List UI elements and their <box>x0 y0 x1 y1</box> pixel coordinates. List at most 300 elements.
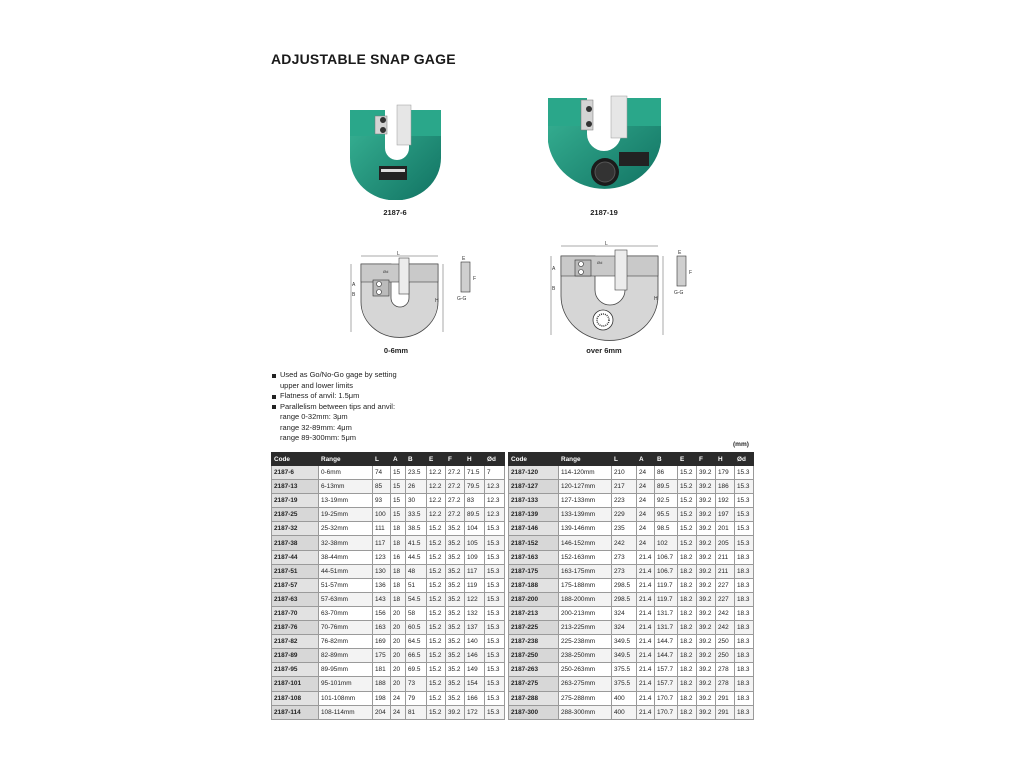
table-cell: 39.2 <box>697 466 716 480</box>
code-cell: 2187-213 <box>509 606 559 620</box>
table-row <box>509 466 754 480</box>
code-cell: 2187-146 <box>509 522 559 536</box>
table-cell: 18.2 <box>678 705 697 719</box>
table-cell: 210 <box>612 466 637 480</box>
table-cell: 39.2 <box>697 606 716 620</box>
table-cell: 15.3 <box>735 466 754 480</box>
table-cell: 146-152mm <box>559 536 612 550</box>
code-cell: 2187-238 <box>509 635 559 649</box>
column-header: A <box>391 453 406 466</box>
table-cell: 15.3 <box>735 494 754 508</box>
table-cell: 35.2 <box>446 691 465 705</box>
table-cell: 82-89mm <box>319 649 373 663</box>
table-cell: 13-19mm <box>319 494 373 508</box>
table-cell: 198 <box>373 691 391 705</box>
dim-label-L: L <box>605 241 608 247</box>
table-cell: 44-51mm <box>319 564 373 578</box>
table-row <box>509 536 754 550</box>
table-cell: 15.3 <box>735 508 754 522</box>
table-cell: 139-146mm <box>559 522 612 536</box>
table-cell: 100 <box>373 508 391 522</box>
table-cell: 39.2 <box>697 564 716 578</box>
table-row <box>509 592 754 606</box>
table-cell: 131.7 <box>655 606 678 620</box>
table-cell: 18 <box>391 578 406 592</box>
table-cell: 108-114mm <box>319 705 373 719</box>
drawing-0-6mm <box>343 250 483 345</box>
table-cell: 15.2 <box>427 691 446 705</box>
table-cell: 12.3 <box>485 494 505 508</box>
table-cell: 273 <box>612 564 637 578</box>
table-cell: 33.5 <box>406 508 427 522</box>
dim-label-A: A <box>552 266 556 272</box>
table-cell: 15.2 <box>678 480 697 494</box>
table-cell: 102 <box>655 536 678 550</box>
code-cell: 2187-200 <box>509 592 559 606</box>
table-row <box>272 536 505 550</box>
page-title: ADJUSTABLE SNAP GAGE <box>271 51 456 67</box>
code-cell: 2187-13 <box>272 480 319 494</box>
table-cell: 6-13mm <box>319 480 373 494</box>
table-cell: 18 <box>391 536 406 550</box>
table-cell: 30 <box>406 494 427 508</box>
table-cell: 15.3 <box>485 522 505 536</box>
table-row <box>272 508 505 522</box>
table-cell: 35.2 <box>446 564 465 578</box>
table-cell: 15.3 <box>485 536 505 550</box>
table-cell: 15.3 <box>485 649 505 663</box>
table-cell: 39.2 <box>697 621 716 635</box>
table-cell: 15.2 <box>427 677 446 691</box>
table-cell: 179 <box>716 466 735 480</box>
table-row <box>509 480 754 494</box>
table-cell: 57-63mm <box>319 592 373 606</box>
table-cell: 225-238mm <box>559 635 612 649</box>
table-cell: 18.2 <box>678 663 697 677</box>
table-cell: 89.5 <box>655 480 678 494</box>
table-row <box>509 550 754 564</box>
table-cell: 18.3 <box>735 635 754 649</box>
table-row <box>509 508 754 522</box>
column-header: F <box>697 453 716 466</box>
table-cell: 15.3 <box>485 606 505 620</box>
table-cell: 119 <box>465 578 485 592</box>
table-cell: 127-133mm <box>559 494 612 508</box>
table-cell: 163 <box>373 621 391 635</box>
column-header: F <box>446 453 465 466</box>
code-cell: 2187-139 <box>509 508 559 522</box>
feature-list <box>271 370 397 444</box>
table-cell: 15.3 <box>735 536 754 550</box>
table-cell: 131.7 <box>655 621 678 635</box>
table-cell: 39.2 <box>697 635 716 649</box>
column-header: H <box>716 453 735 466</box>
table-cell: 39.2 <box>697 536 716 550</box>
code-cell: 2187-76 <box>272 621 319 635</box>
table-cell: 89-95mm <box>319 663 373 677</box>
table-cell: 140 <box>465 635 485 649</box>
table-cell: 211 <box>716 564 735 578</box>
table-cell: 188-200mm <box>559 592 612 606</box>
table-cell: 20 <box>391 663 406 677</box>
table-cell: 15.3 <box>485 592 505 606</box>
table-cell: 26 <box>406 480 427 494</box>
table-cell: 114-120mm <box>559 466 612 480</box>
table-cell: 211 <box>716 550 735 564</box>
table-cell: 39.2 <box>697 578 716 592</box>
table-cell: 15.3 <box>485 564 505 578</box>
column-header: Ød <box>735 453 754 466</box>
table-cell: 144.7 <box>655 649 678 663</box>
table-cell: 111 <box>373 522 391 536</box>
code-cell: 2187-133 <box>509 494 559 508</box>
table-row <box>272 677 505 691</box>
table-cell: 18.2 <box>678 578 697 592</box>
table-row <box>509 635 754 649</box>
table-cell: 20 <box>391 677 406 691</box>
table-cell: 200-213mm <box>559 606 612 620</box>
table-cell: 54.5 <box>406 592 427 606</box>
code-cell: 2187-275 <box>509 677 559 691</box>
table-cell: 48 <box>406 564 427 578</box>
table-cell: 15.2 <box>427 635 446 649</box>
table-cell: 15.3 <box>735 522 754 536</box>
table-cell: 24 <box>637 466 655 480</box>
table-cell: 18 <box>391 592 406 606</box>
table-cell: 119.7 <box>655 578 678 592</box>
table-row <box>272 691 505 705</box>
table-cell: 15.2 <box>427 649 446 663</box>
table-cell: 51-57mm <box>319 578 373 592</box>
table-cell: 186 <box>716 480 735 494</box>
table-cell: 15.3 <box>485 691 505 705</box>
table-cell: 288-300mm <box>559 705 612 719</box>
dim-label-A: A <box>352 282 356 288</box>
table-cell: 15.2 <box>678 508 697 522</box>
table-cell: 15.3 <box>485 677 505 691</box>
table-cell: 95-101mm <box>319 677 373 691</box>
table-cell: 66.5 <box>406 649 427 663</box>
table-row <box>272 705 505 719</box>
feature-item: Parallelism between tips and anvil: <box>271 402 397 413</box>
table-cell: 27.2 <box>446 466 465 480</box>
table-cell: 156 <box>373 606 391 620</box>
table-cell: 12.3 <box>485 480 505 494</box>
table-cell: 197 <box>716 508 735 522</box>
table-cell: 58 <box>406 606 427 620</box>
table-cell: 192 <box>716 494 735 508</box>
code-cell: 2187-51 <box>272 564 319 578</box>
table-cell: 92.5 <box>655 494 678 508</box>
table-cell: 21.4 <box>637 705 655 719</box>
table-row <box>509 522 754 536</box>
column-header: Ød <box>485 453 505 466</box>
table-cell: 117 <box>373 536 391 550</box>
table-cell: 18.3 <box>735 592 754 606</box>
code-cell: 2187-95 <box>272 663 319 677</box>
table-cell: 250 <box>716 649 735 663</box>
table-cell: 188 <box>373 677 391 691</box>
table-cell: 104 <box>465 522 485 536</box>
table-cell: 106.7 <box>655 550 678 564</box>
table-row <box>272 564 505 578</box>
table-row <box>272 578 505 592</box>
table-cell: 39.2 <box>697 705 716 719</box>
table-cell: 76-82mm <box>319 635 373 649</box>
dim-label-E: E <box>462 256 466 262</box>
table-cell: 98.5 <box>655 522 678 536</box>
table-cell: 16 <box>391 550 406 564</box>
column-header: E <box>427 453 446 466</box>
drawing-over-6mm <box>543 240 703 345</box>
table-cell: 154 <box>465 677 485 691</box>
table-cell: 18.3 <box>735 691 754 705</box>
table-cell: 136 <box>373 578 391 592</box>
table-cell: 20 <box>391 621 406 635</box>
table-cell: 18.3 <box>735 564 754 578</box>
table-cell: 18.2 <box>678 677 697 691</box>
section-label: G-G <box>674 290 684 296</box>
table-row <box>272 621 505 635</box>
column-header: Code <box>272 453 319 466</box>
table-row <box>509 677 754 691</box>
table-cell: 201 <box>716 522 735 536</box>
table-cell: 35.2 <box>446 522 465 536</box>
table-row <box>509 691 754 705</box>
feature-item: Flatness of anvil: 1.5μm <box>271 391 397 402</box>
table-cell: 39.2 <box>697 494 716 508</box>
table-cell: 229 <box>612 508 637 522</box>
code-cell: 2187-114 <box>272 705 319 719</box>
table-cell: 64.5 <box>406 635 427 649</box>
code-cell: 2187-82 <box>272 635 319 649</box>
table-row <box>509 494 754 508</box>
table-cell: 18.2 <box>678 691 697 705</box>
table-row <box>509 649 754 663</box>
table-cell: 71.5 <box>465 466 485 480</box>
table-cell: 35.2 <box>446 606 465 620</box>
table-cell: 18.3 <box>735 578 754 592</box>
product-code-2187-6: 2187-6 <box>383 208 407 217</box>
feature-item: Used as Go/No-Go gage by setting <box>271 370 397 381</box>
table-cell: 349.5 <box>612 635 637 649</box>
table-cell: 250 <box>716 635 735 649</box>
column-header: Code <box>509 453 559 466</box>
code-cell: 2187-108 <box>272 691 319 705</box>
table-cell: 152-163mm <box>559 550 612 564</box>
table-cell: 15.2 <box>427 578 446 592</box>
table-cell: 15 <box>391 466 406 480</box>
table-cell: 7 <box>485 466 505 480</box>
code-cell: 2187-188 <box>509 578 559 592</box>
table-row <box>272 592 505 606</box>
spec-table-right <box>508 452 754 720</box>
table-cell: 273 <box>612 550 637 564</box>
table-cell: 12.2 <box>427 494 446 508</box>
table-cell: 18.3 <box>735 663 754 677</box>
table-cell: 35.2 <box>446 578 465 592</box>
table-cell: 263-275mm <box>559 677 612 691</box>
table-cell: 83 <box>465 494 485 508</box>
table-cell: 242 <box>716 621 735 635</box>
table-cell: 86 <box>655 466 678 480</box>
table-cell: 39.2 <box>697 522 716 536</box>
table-cell: 120-127mm <box>559 480 612 494</box>
table-cell: 106.7 <box>655 564 678 578</box>
table-cell: 12.2 <box>427 480 446 494</box>
dim-label-H: H <box>435 298 439 304</box>
table-cell: 15.2 <box>678 494 697 508</box>
table-cell: 35.2 <box>446 635 465 649</box>
table-cell: 69.5 <box>406 663 427 677</box>
spec-table-left <box>271 452 505 720</box>
table-cell: 205 <box>716 536 735 550</box>
table-cell: 375.5 <box>612 677 637 691</box>
table-cell: 39.2 <box>697 649 716 663</box>
table-cell: 235 <box>612 522 637 536</box>
table-cell: 227 <box>716 578 735 592</box>
table-cell: 39.2 <box>697 480 716 494</box>
table-cell: 170.7 <box>655 705 678 719</box>
table-cell: 21.4 <box>637 635 655 649</box>
table-cell: 18.3 <box>735 621 754 635</box>
table-cell: 275-288mm <box>559 691 612 705</box>
table-cell: 291 <box>716 691 735 705</box>
table-cell: 44.5 <box>406 550 427 564</box>
unit-label: (mm) <box>733 441 749 448</box>
table-cell: 15.2 <box>427 564 446 578</box>
drawing-caption-over-6mm: over 6mm <box>586 346 622 355</box>
code-cell: 2187-6 <box>272 466 319 480</box>
table-cell: 24 <box>391 691 406 705</box>
table-cell: 74 <box>373 466 391 480</box>
table-cell: 21.4 <box>637 578 655 592</box>
table-cell: 217 <box>612 480 637 494</box>
table-row <box>272 663 505 677</box>
table-cell: 27.2 <box>446 494 465 508</box>
code-cell: 2187-175 <box>509 564 559 578</box>
table-row <box>509 663 754 677</box>
table-row <box>272 522 505 536</box>
table-cell: 298.5 <box>612 578 637 592</box>
table-cell: 15.3 <box>485 578 505 592</box>
table-cell: 146 <box>465 649 485 663</box>
table-cell: 227 <box>716 592 735 606</box>
table-cell: 35.2 <box>446 663 465 677</box>
table-cell: 32-38mm <box>319 536 373 550</box>
table-cell: 15.2 <box>427 663 446 677</box>
column-header: E <box>678 453 697 466</box>
table-cell: 39.2 <box>446 705 465 719</box>
table-cell: 35.2 <box>446 677 465 691</box>
table-cell: 15.3 <box>485 663 505 677</box>
table-cell: 21.4 <box>637 550 655 564</box>
code-cell: 2187-19 <box>272 494 319 508</box>
table-cell: 119.7 <box>655 592 678 606</box>
code-cell: 2187-288 <box>509 691 559 705</box>
dim-label-od: Ød <box>383 269 389 274</box>
table-cell: 70-76mm <box>319 621 373 635</box>
table-cell: 250-263mm <box>559 663 612 677</box>
column-header: L <box>612 453 637 466</box>
table-cell: 38-44mm <box>319 550 373 564</box>
table-cell: 169 <box>373 635 391 649</box>
table-cell: 41.5 <box>406 536 427 550</box>
dim-label-od: Ød <box>597 260 603 265</box>
table-cell: 175 <box>373 649 391 663</box>
table-cell: 21.4 <box>637 677 655 691</box>
dim-label-B: B <box>552 286 556 292</box>
code-cell: 2187-38 <box>272 536 319 550</box>
table-cell: 133-139mm <box>559 508 612 522</box>
table-cell: 63-70mm <box>319 606 373 620</box>
table-cell: 35.2 <box>446 621 465 635</box>
table-cell: 24 <box>637 508 655 522</box>
table-cell: 18 <box>391 564 406 578</box>
table-cell: 0-6mm <box>319 466 373 480</box>
table-cell: 60.5 <box>406 621 427 635</box>
table-cell: 166 <box>465 691 485 705</box>
table-cell: 39.2 <box>697 677 716 691</box>
table-cell: 15.3 <box>485 621 505 635</box>
table-cell: 20 <box>391 606 406 620</box>
code-cell: 2187-152 <box>509 536 559 550</box>
table-cell: 15.2 <box>427 705 446 719</box>
table-cell: 21.4 <box>637 649 655 663</box>
table-cell: 24 <box>637 480 655 494</box>
table-cell: 39.2 <box>697 508 716 522</box>
code-cell: 2187-101 <box>272 677 319 691</box>
table-row <box>509 564 754 578</box>
table-row <box>272 480 505 494</box>
code-cell: 2187-300 <box>509 705 559 719</box>
table-cell: 20 <box>391 649 406 663</box>
table-cell: 109 <box>465 550 485 564</box>
table-cell: 122 <box>465 592 485 606</box>
table-cell: 15.3 <box>485 705 505 719</box>
table-cell: 400 <box>612 705 637 719</box>
table-cell: 15.2 <box>678 536 697 550</box>
code-cell: 2187-57 <box>272 578 319 592</box>
table-cell: 21.4 <box>637 564 655 578</box>
table-cell: 18 <box>391 522 406 536</box>
table-row <box>272 550 505 564</box>
table-cell: 15.2 <box>427 606 446 620</box>
table-row <box>272 635 505 649</box>
table-cell: 15 <box>391 480 406 494</box>
table-row <box>509 578 754 592</box>
table-cell: 35.2 <box>446 592 465 606</box>
table-cell: 35.2 <box>446 649 465 663</box>
dim-label-H: H <box>654 296 658 302</box>
table-cell: 15.2 <box>427 592 446 606</box>
code-cell: 2187-25 <box>272 508 319 522</box>
table-cell: 18.2 <box>678 564 697 578</box>
table-cell: 39.2 <box>697 691 716 705</box>
code-cell: 2187-89 <box>272 649 319 663</box>
code-cell: 2187-63 <box>272 592 319 606</box>
table-row <box>272 649 505 663</box>
drawing-caption-0-6mm: 0-6mm <box>383 346 409 355</box>
product-code-2187-19: 2187-19 <box>590 208 618 217</box>
table-cell: 143 <box>373 592 391 606</box>
table-cell: 24 <box>637 536 655 550</box>
table-cell: 278 <box>716 663 735 677</box>
feature-subitem: range 0-32mm: 3μm <box>280 412 348 421</box>
table-row <box>272 466 505 480</box>
code-cell: 2187-263 <box>509 663 559 677</box>
code-cell: 2187-70 <box>272 606 319 620</box>
